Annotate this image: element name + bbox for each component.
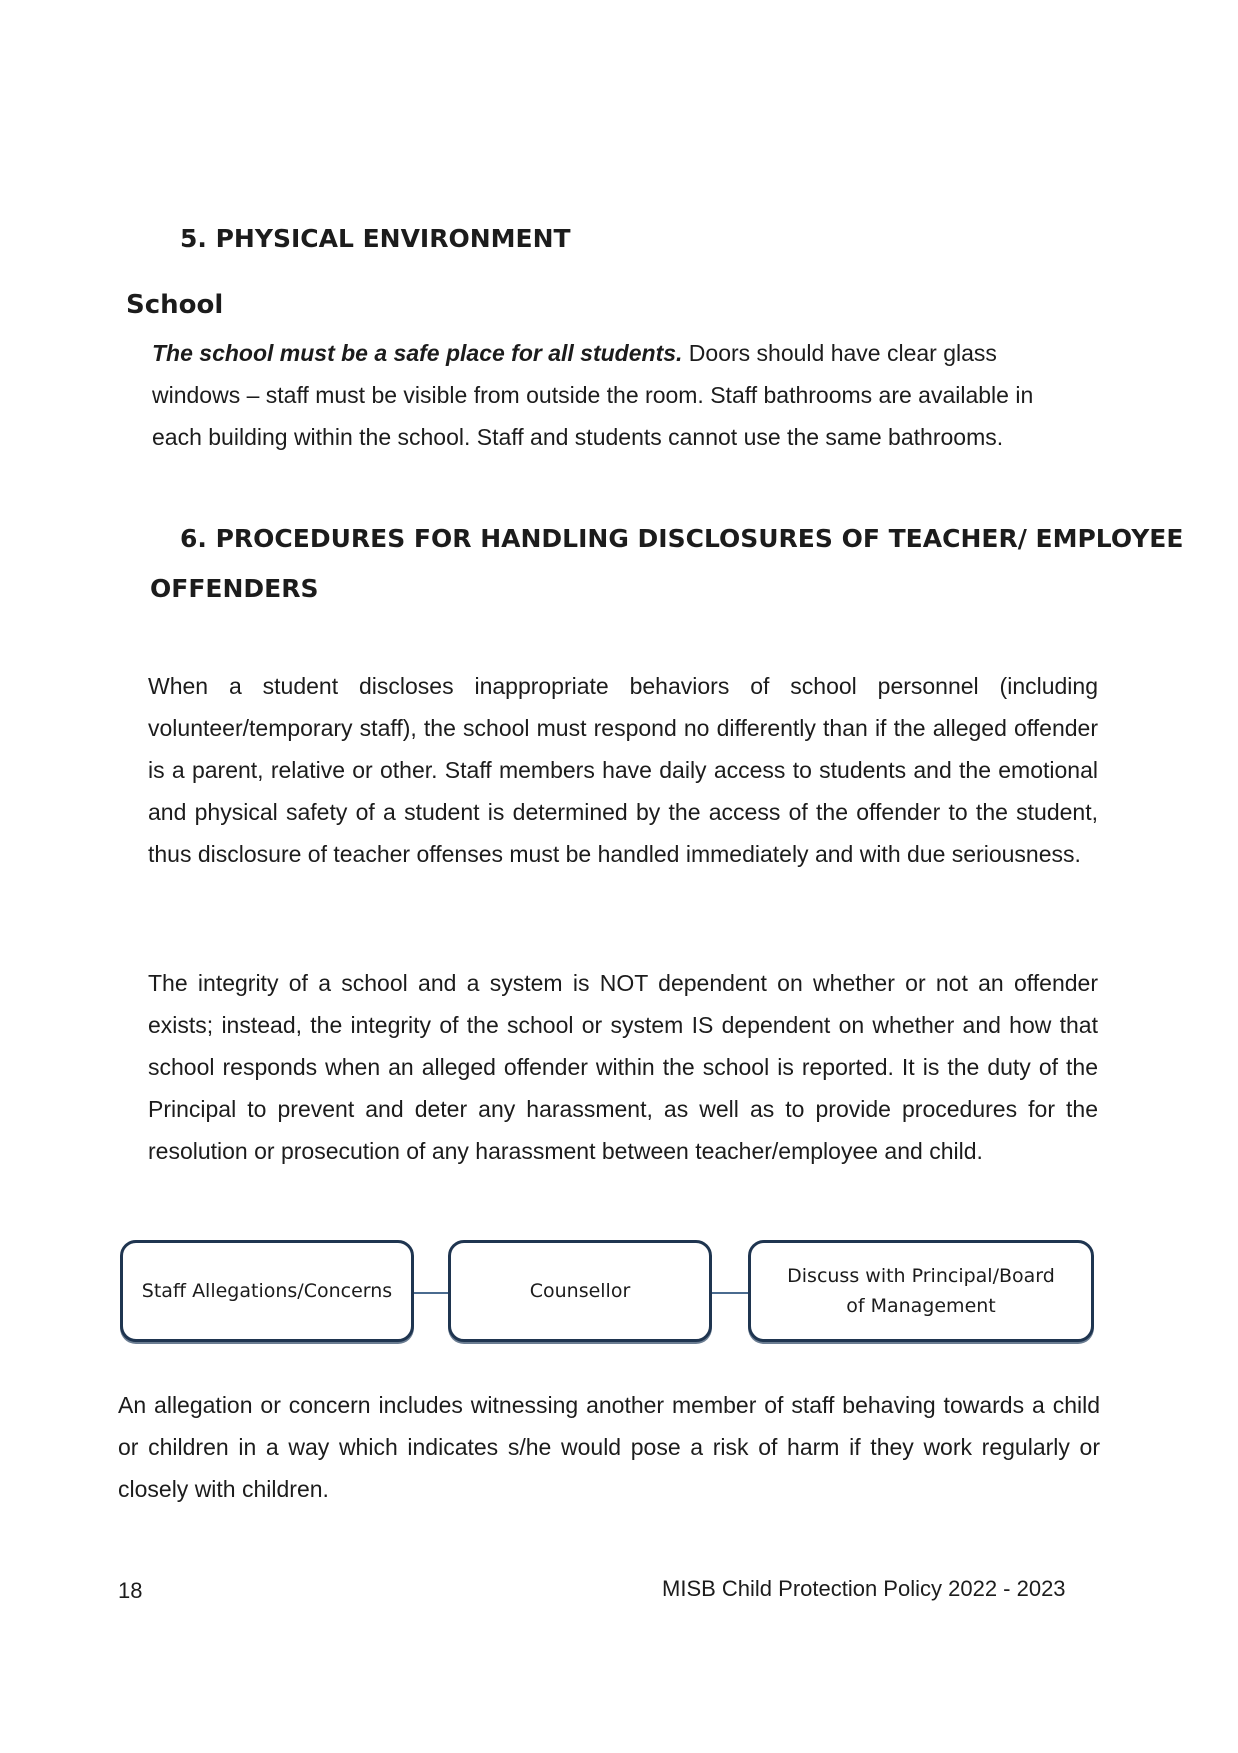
allegation-definition-paragraph: An allegation or concern includes witnessing another member of staff behaving towards a child or children in a way which indicates s/he would pose a risk of harm if they work regularly or closely with children.: [118, 1392, 1100, 1502]
disclosure-paragraph: When a student discloses inappropriate behaviors of school personnel (including volunteer/temporary staff), the school must respond no differently than if the alleged offender is a parent, relative or other. Staff members have daily access to students and the emotional and physical safety of a student is determined by the access of the offender to the student, thus disclosure of teacher offenses must be handled immediately and with due seriousness.: [148, 673, 1098, 867]
flow-step-counsellor: Counsellor: [448, 1240, 712, 1342]
flow-step-staff-allegations: Staff Allegations/Concerns: [120, 1240, 414, 1342]
section-6-heading-line2: OFFENDERS: [150, 574, 319, 603]
section-6-heading-line1: 6. PROCEDURES FOR HANDLING DISCLOSURES OF TEACHER/ EMPLOYEE: [180, 524, 1184, 553]
school-body-text: Doors should have clear glass windows – staff must be visible from outside the room. Staff bathrooms are available in each building within the school. Staff and students cannot use the same bathrooms.: [152, 340, 1034, 450]
page-number: 18: [118, 1578, 143, 1603]
school-subheading: School: [126, 290, 224, 320]
school-paragraph: [152, 332, 1072, 458]
flow-connector-2: [712, 1292, 748, 1294]
flow-step-principal-board: Discuss with Principal/Board of Management: [748, 1240, 1094, 1342]
footer-document-title: MISB Child Protection Policy 2022 - 2023: [662, 1576, 1066, 1601]
school-lead-sentence: The school must be a safe place for all students.: [152, 340, 683, 366]
flow-connector-1: [414, 1292, 448, 1294]
integrity-paragraph: The integrity of a school and a system is NOT dependent on whether or not an offender exists; instead, the integrity of the school or system IS dependent on whether and how that school responds when an alleged offender within the school is reported. It is the duty of the Principal to prevent and deter any harassment, as well as to provide procedures for the resolution or prosecution of any harassment between teacher/employee and child.: [148, 970, 1098, 1164]
section-5-heading: 5. PHYSICAL ENVIRONMENT: [180, 224, 571, 253]
